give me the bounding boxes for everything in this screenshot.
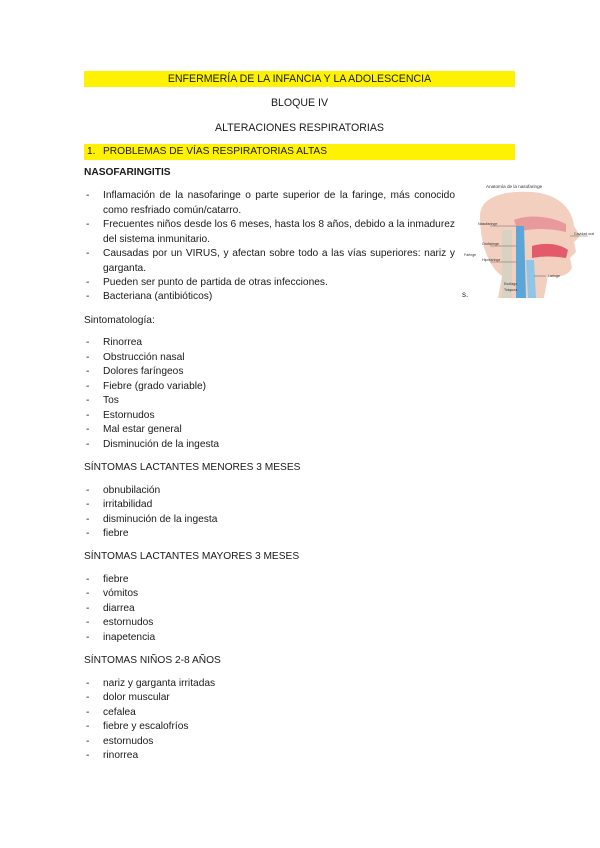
bullet-dash: - [86, 277, 90, 288]
bullet-dash: - [86, 439, 90, 450]
group1-item: disminución de la ingesta [103, 514, 218, 525]
group2-item: fiebre [103, 574, 129, 585]
bullet-dash: - [86, 721, 90, 732]
intro-bullet-4: Pueden ser punto de partida de otras infecciones. [103, 277, 328, 288]
group1-item: irritabilidad [103, 499, 153, 510]
bullet-dash: - [86, 366, 90, 377]
section1-number: 1. [87, 146, 96, 157]
figure-stray-text: s. [462, 290, 469, 299]
group2-item: inapetencia [103, 632, 156, 643]
group2-heading: SÍNTOMAS LACTANTES MAYORES 3 MESES [84, 551, 300, 562]
symptom-item: Disminución de la ingesta [103, 439, 220, 450]
figure-label-traquea: Tráquea [504, 288, 518, 292]
symptom-item: Fiebre (grado variable) [103, 381, 207, 392]
bullet-dash: - [86, 291, 90, 302]
bullet-dash: - [86, 678, 90, 689]
bullet-dash: - [86, 692, 90, 703]
bullet-dash: - [86, 337, 90, 348]
block-title: BLOQUE IV [270, 97, 329, 109]
group3-item: rinorrea [103, 750, 139, 761]
bullet-dash: - [86, 603, 90, 614]
bullet-dash: - [86, 528, 90, 539]
bullet-dash: - [86, 617, 90, 628]
bullet-dash: - [86, 381, 90, 392]
group2-item: vómitos [103, 588, 139, 599]
section1-title: PROBLEMAS DE VÍAS RESPIRATORIAS ALTAS [103, 146, 328, 157]
figure-label-hipofaringe: Hipofaringe [482, 258, 501, 262]
bullet-dash: - [86, 514, 90, 525]
intro-bullet-1: Inflamación de la nasofaringe o parte superior de la faringe, más conocido como resfriado común/catarro. [103, 190, 455, 216]
group3-item: cefalea [103, 707, 136, 718]
bullet-dash: - [86, 410, 90, 421]
intro-bullet-3: Causadas por un VIRUS, y afectan sobre todo a las vías superiores: nariz y garganta. [103, 248, 455, 274]
symptoms-heading: Sintomatología: [84, 315, 155, 326]
intro-bullet-2: Frecuentes niños desde los 6 meses, hasta los 8 años, debido a la inmadurez del sistema inmunitario. [103, 219, 455, 245]
bullet-dash: - [86, 485, 90, 496]
group2-item: diarrea [103, 603, 135, 614]
symptom-item: Dolores faríngeos [103, 366, 184, 377]
symptom-item: Mal estar general [103, 424, 182, 435]
group1-item: obnubilación [103, 485, 161, 496]
bullet-dash: - [86, 352, 90, 363]
bullet-dash: - [86, 588, 90, 599]
group3-item: dolor muscular [103, 692, 170, 703]
group3-item: fiebre y escalofríos [103, 721, 189, 732]
intro-bullet-5: Bacteriana (antibióticos) [103, 291, 213, 302]
bullet-dash: - [86, 632, 90, 643]
symptom-item: Estornudos [103, 410, 155, 421]
symptom-item: Tos [103, 395, 119, 406]
bullet-dash: - [86, 219, 90, 230]
figure-label-nasofaringe: Nasofaringe [478, 222, 498, 226]
bullet-dash: - [86, 750, 90, 761]
bullet-dash: - [86, 190, 90, 201]
figure-label-orofaringe: Orofaringe [482, 242, 499, 246]
group3-item: estornudos [103, 736, 154, 747]
section-title: ALTERACIONES RESPIRATORIAS [215, 122, 384, 134]
group3-item: nariz y garganta irritadas [103, 678, 216, 689]
anatomy-illustration [462, 180, 600, 298]
bullet-dash: - [86, 574, 90, 585]
symptom-item: Rinorrea [103, 337, 143, 348]
bullet-dash: - [86, 395, 90, 406]
symptom-item: Obstrucción nasal [103, 352, 185, 363]
figure-label-cavidad-oral: Cavidad oral [574, 232, 595, 236]
bullet-dash: - [86, 248, 90, 259]
bullet-dash: - [86, 707, 90, 718]
figure-label-laringe: Laringe [548, 274, 560, 278]
group3-heading: SÍNTOMAS NIÑOS 2-8 AÑOS [84, 655, 221, 666]
group2-item: estornudos [103, 617, 154, 628]
group1-item: fiebre [103, 528, 129, 539]
nasopharynx-anatomy-figure [462, 180, 600, 298]
document-header: ENFERMERÍA DE LA INFANCIA Y LA ADOLESCENCIA [167, 73, 432, 85]
figure-title: Anatomía de la nasofaringe [486, 184, 543, 189]
bullet-dash: - [86, 499, 90, 510]
subtitle-nasofaringitis: NASOFARINGITIS [84, 167, 171, 178]
group1-heading: SÍNTOMAS LACTANTES MENORES 3 MESES [84, 462, 301, 473]
figure-label-faringe: Faringe [464, 253, 477, 257]
figure-label-esofago: Esófago [504, 282, 518, 286]
bullet-dash: - [86, 736, 90, 747]
bullet-dash: - [86, 424, 90, 435]
